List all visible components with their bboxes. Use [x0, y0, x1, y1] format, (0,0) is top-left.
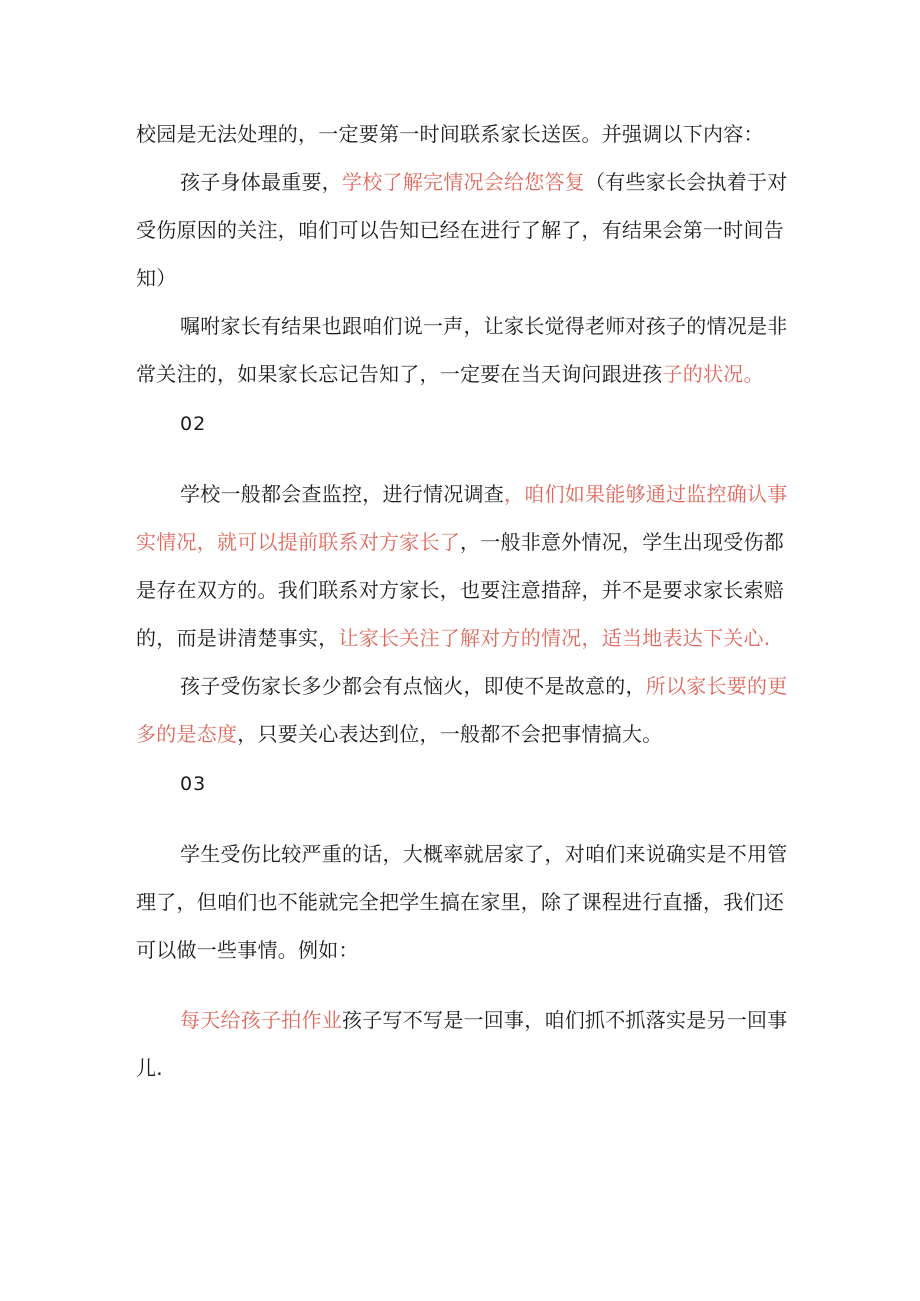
paragraph-line	[136, 1054, 163, 1082]
paragraph-line	[136, 888, 784, 916]
paragraph-line	[136, 120, 764, 148]
highlighted-text: 所以家长要的更	[645, 674, 788, 698]
paragraph-line	[136, 360, 764, 388]
paragraph-line	[136, 624, 770, 652]
paragraph-line	[136, 936, 359, 964]
text-run: 是存在双方的。我们联系对方家长，也要注意措辞，并不是要求家长索赔	[136, 578, 784, 602]
highlighted-text: ，咱们如果能够通过监控确认事	[504, 482, 788, 506]
text-run: ，只要关心表达到位，一般都不会把事情搞大。	[237, 722, 663, 746]
text-run: 常关注的，如果家长忘记告知了，一定要在当天询问跟进孩	[136, 362, 663, 386]
paragraph-line	[180, 1006, 788, 1034]
text-run: 嘱咐家长有结果也跟咱们说一声，让家长觉得老师对孩子的情况是非	[180, 314, 788, 338]
text-run: 儿.	[136, 1056, 163, 1080]
paragraph-line	[180, 168, 788, 196]
paragraph-line	[180, 480, 788, 508]
paragraph-line	[136, 576, 784, 604]
highlighted-text: 让家长关注了解对方的情况，适当地表达下关心.	[338, 626, 771, 650]
highlighted-text: 实情况，就可以提前联系对方家长了	[136, 530, 460, 554]
highlighted-text: 学校了解完情况会给您答复	[342, 170, 585, 194]
paragraph-line	[136, 528, 784, 556]
section-number: 03	[180, 773, 207, 795]
text-run: 受伤原因的关注，咱们可以告知已经在进行了解了，有结果会第一时间告	[136, 218, 784, 242]
text-run: 学生受伤比较严重的话，大概率就居家了，对咱们来说确实是不用管	[180, 842, 788, 866]
text-run: 知）	[136, 266, 177, 290]
text-run: 理了，但咱们也不能就完全把学生搞在家里，除了课程进行直播，我们还	[136, 890, 784, 914]
text-run: 孩子写不写是一回事，咱们抓不抓落实是另一回事	[342, 1008, 788, 1032]
text-run: ，一般非意外情况，学生出现受伤都	[460, 530, 784, 554]
text-run: 孩子身体最重要，	[180, 170, 342, 194]
paragraph-line	[180, 840, 788, 868]
highlighted-text: 子的状况。	[662, 362, 764, 386]
highlighted-text: 每天给孩子拍作业	[180, 1008, 342, 1032]
text-run: （有些家长会执着于对	[585, 170, 788, 194]
paragraph-line	[136, 216, 784, 244]
highlighted-text: 多的是态度	[136, 722, 238, 746]
paragraph-line	[180, 312, 788, 340]
paragraph-line	[180, 672, 788, 700]
text-run: 可以做一些事情。例如：	[136, 938, 359, 962]
text-run: 校园是无法处理的，一定要第一时间联系家长送医。并强调以下内容：	[136, 122, 764, 146]
text-run: 的，而是讲清楚事实，	[136, 626, 339, 650]
paragraph-line	[136, 720, 663, 748]
text-run: 孩子受伤家长多少都会有点恼火，即使不是故意的，	[180, 674, 646, 698]
section-number: 02	[180, 413, 207, 435]
paragraph-line	[136, 264, 177, 292]
text-run: 学校一般都会查监控，进行情况调查	[180, 482, 504, 506]
